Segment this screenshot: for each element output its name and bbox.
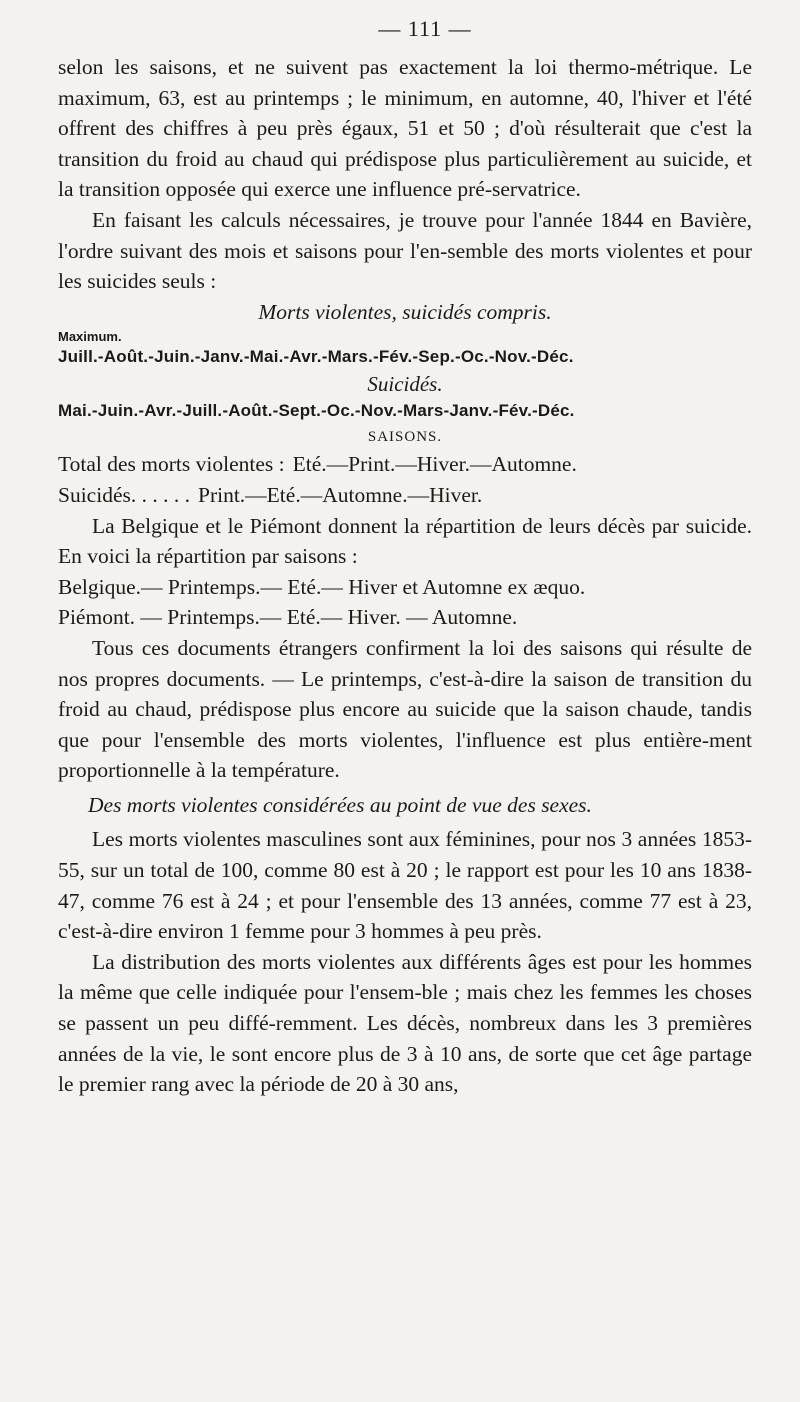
paragraph-bavaria-calc: En faisant les calculs nécessaires, je trouve pour l'année 1844 en Bavière, l'ordre suivant des mois et saisons pour l'en-semble des morts violentes et pour les suicides seuls :: [58, 207, 752, 294]
section-heading-sexes: Des morts violentes considérées au point de vue des sexes.: [88, 792, 592, 817]
maximum-label: Maximum.: [58, 329, 122, 345]
paragraph-seasons-intro: selon les saisons, et ne suivent pas exactement la loi thermo-métrique. Le maximum, 63, est au printemps ; le minimum, en automne, 40, l'hiver et l'été offrent des chiffres à peu près égaux, 51 et 50 ; d'où résulterait que c'est la transition du froid au chaud qui prédispose plus particulièrement au suicide, et la transition opposée qui exerce une influence pré-servatrice.: [58, 55, 752, 202]
table-title-suicides: Suicidés.: [367, 372, 443, 397]
paragraph-season-law: Tous ces documents étrangers confirment la loi des saisons qui résulte de nos propres documents. — Le printemps, c'est-à-dire la saison de transition du froid au chaud, prédispose plus encore au suicide que la saison chaude, tandis que pour l'ensemble des morts violentes, l'influence est plus entière-ment proportionnelle à la température.: [58, 635, 752, 783]
paragraph-sex-ratio: Les morts violentes masculines sont aux féminines, pour nos 3 années 1853-55, sur un total de 100, comme 80 est à 20 ; le rapport est pour les 10 ans 1838-47, comme 76 est à 24 ; et pour l'ensemble des 13 années, comme 77 est à 23, c'est-à-dire environ 1 femme pour 3 hommes à peu près.: [58, 827, 752, 944]
paragraph-age-distribution: La distribution des morts violentes aux différents âges est pour les hommes la même que celle indiquée pour l'ensem-ble ; mais chez les femmes les choses se passent un peu diffé-remment. Les décès, nombreux dans les 3 premières années de la vie, le sont encore plus de 3 à 10 ans, de sorte que cet âge partage le premier rang avec la période de 20 à 30 ans,: [58, 949, 752, 1097]
row-value-suicides: Print.—Eté.—Automne.—Hiver.: [197, 482, 483, 507]
seasons-label: SAISONS.: [367, 429, 443, 446]
seasons-row-suicides: [58, 480, 752, 511]
line-belgium: Belgique.— Printemps.— Eté.— Hiver et Automne ex æquo.: [58, 574, 586, 599]
row-value-violent-deaths: Eté.—Print.—Hiver.—Automne.: [292, 452, 577, 477]
bavaria-order-table: [58, 297, 752, 511]
row-label-suicides: Suicidés. . . . . .: [58, 482, 190, 507]
table-title-violent-deaths: Morts violentes, suicidés compris.: [258, 299, 552, 324]
line-piedmont: Piémont. — Printemps.— Eté.— Hiver. — Automne.: [58, 605, 518, 630]
row-label-violent-deaths: Total des morts violentes :: [58, 452, 285, 477]
months-order-violent-deaths: Juill.-Août.-Juin.-Janv.-Mai.-Avr.-Mars.-Fév.-Sep.-Oc.-Nov.-Déc.: [58, 347, 574, 367]
months-order-suicides: Mai.-Juin.-Avr.-Juill.-Août.-Sept.-Oc.-Nov.-Mars-Janv.-Fév.-Déc.: [58, 401, 575, 421]
page-number: — 111 —: [378, 16, 472, 41]
seasons-row-violent-deaths: [58, 449, 752, 480]
paragraph-belgium-piedmont: La Belgique et le Piémont donnent la répartition de leurs décès par suicide. En voici la répartition par saisons :: [58, 513, 752, 569]
